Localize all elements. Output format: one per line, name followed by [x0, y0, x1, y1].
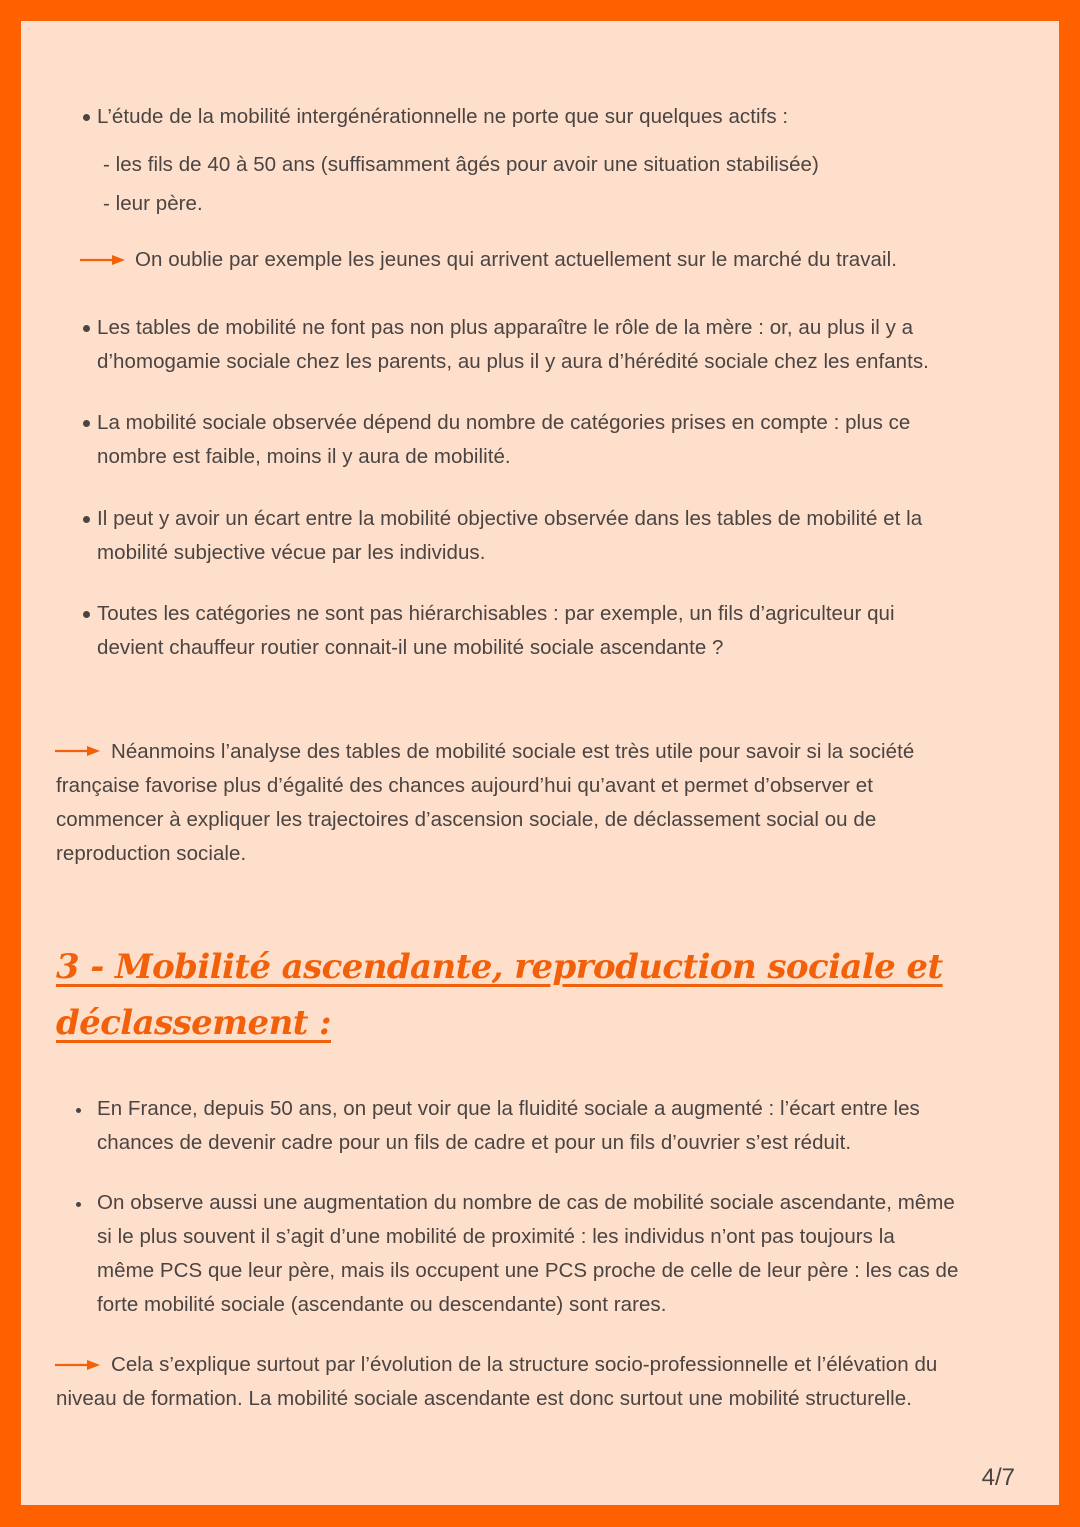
bullet-3-line-1: La mobilité sociale observée dépend du nombre de catégories prises en compte : plus ce [97, 411, 911, 434]
bullet-2-line-1: Les tables de mobilité ne font pas non plus apparaître le rôle de la mère : or, au plus il y a [97, 316, 914, 339]
arrow-right-icon [80, 254, 125, 266]
conclusion-line-1: Néanmoins l’analyse des tables de mobilité sociale est très utile pour savoir si la société [111, 740, 915, 763]
bullet-icon [83, 611, 90, 618]
bullet-2-line-2: d’homogamie sociale chez les parents, au plus il y aura d’hérédité sociale chez les enfants. [97, 350, 929, 373]
bullet-icon [76, 1108, 81, 1113]
section-3-bullet-2-line-2: si le plus souvent il s’agit d’une mobilité de proximité : les individus n’ont pas toujours la [97, 1225, 895, 1248]
section-3-bullet-2-line-1: On observe aussi une augmentation du nombre de cas de mobilité sociale ascendante, même [97, 1191, 955, 1214]
section-3-bullet-1-line-2: chances de devenir cadre pour un fils de cadre et pour un fils d’ouvrier s’est réduit. [97, 1131, 852, 1154]
conclusion-line-4: reproduction sociale. [56, 842, 247, 865]
section-3-bullet-1-line-1: En France, depuis 50 ans, on peut voir que la fluidité sociale a augmenté : l’écart entre les [97, 1097, 920, 1120]
page-number: 4/7 [981, 1464, 1015, 1491]
section-heading-line-1: 3 - Mobilité ascendante, reproduction sociale et [56, 947, 943, 987]
bullet-icon [83, 114, 90, 121]
bullet-1-intro: L’étude de la mobilité intergénérationnelle ne porte que sur quelques actifs : [97, 105, 789, 128]
conclusion-line-3: commencer à expliquer les trajectoires d’ascension sociale, de déclassement social ou de [56, 808, 877, 831]
section-3-bullet-2-line-3: même PCS que leur père, mais ils occupent une PCS proche de celle de leur père : les cas de [97, 1259, 959, 1282]
section-3-conclusion-line-2: niveau de formation. La mobilité sociale ascendante est donc surtout une mobilité structurelle. [56, 1387, 912, 1410]
bullet-1-sub-item-2: - leur père. [103, 192, 203, 215]
section-3-bullet-2-line-4: forte mobilité sociale (ascendante ou descendante) sont rares. [97, 1293, 667, 1316]
bullet-icon [83, 325, 90, 332]
bullet-1-arrow-note: On oublie par exemple les jeunes qui arrivent actuellement sur le marché du travail. [135, 248, 897, 271]
section-3-conclusion-line-1: Cela s’explique surtout par l’évolution de la structure socio-professionnelle et l’élévation du [111, 1353, 938, 1376]
arrow-right-icon [55, 1359, 100, 1371]
conclusion-line-2: française favorise plus d’égalité des chances aujourd’hui qu’avant et permet d’observer et [56, 774, 874, 797]
bullet-5-line-1: Toutes les catégories ne sont pas hiérarchisables : par exemple, un fils d’agriculteur qui [97, 602, 895, 625]
bullet-5-line-2: devient chauffeur routier connait-il une mobilité sociale ascendante ? [97, 636, 724, 659]
document-page [21, 21, 1059, 1505]
arrow-right-icon [55, 745, 100, 757]
bullet-icon [83, 516, 90, 523]
bullet-3-line-2: nombre est faible, moins il y aura de mobilité. [97, 445, 511, 468]
bullet-icon [83, 420, 90, 427]
bullet-4-line-2: mobilité subjective vécue par les individus. [97, 541, 486, 564]
section-heading-line-2: déclassement : [56, 1003, 331, 1043]
bullet-4-line-1: Il peut y avoir un écart entre la mobilité objective observée dans les tables de mobilité et la [97, 507, 923, 530]
bullet-icon [76, 1202, 81, 1207]
bullet-1-sub-item-1: - les fils de 40 à 50 ans (suffisamment âgés pour avoir une situation stabilisée) [103, 153, 819, 176]
